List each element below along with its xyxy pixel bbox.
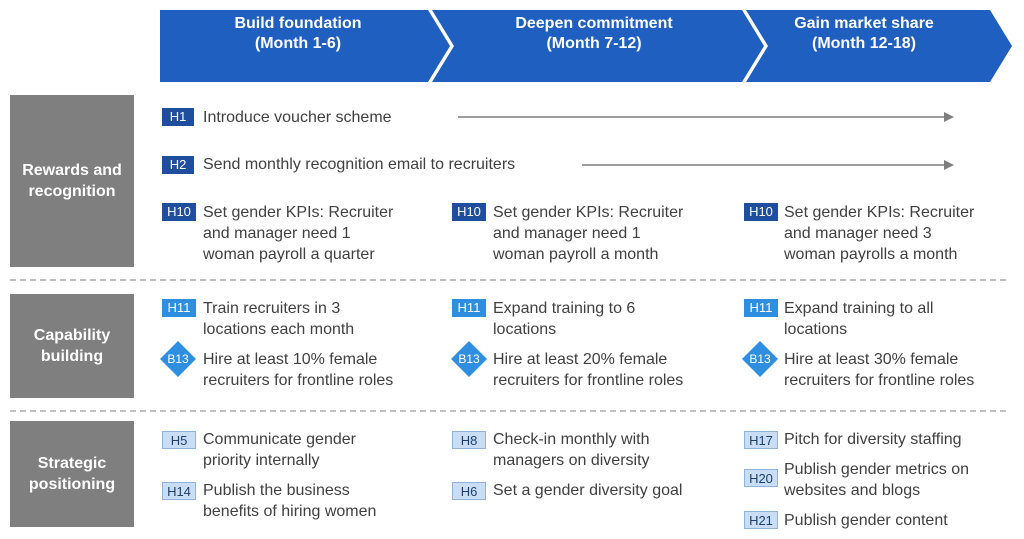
diamond-code: B13 [167,352,189,366]
diamond-code: B13 [458,352,480,366]
code-badge-h10: H10 [452,203,486,221]
diamond-badge-b13 [160,341,196,377]
code-badge-h20: H20 [744,469,778,487]
code-badge-h5: H5 [162,431,196,449]
item-h2-text: Send monthly recognition email to recruiters [203,156,516,173]
code-badge-h11: H11 [162,299,196,317]
timeline-arrow-h1 [456,110,956,124]
item-h20-text: Publish gender metrics on websites and blogs [784,461,969,499]
item-h11-text: Expand training to all locations [784,300,934,338]
code-badge-h14: H14 [162,482,196,500]
code-badge-h10: H10 [744,203,778,221]
category-label: Rewards and recognition [22,162,122,200]
code-badge-h1: H1 [162,108,194,126]
item-h21-text: Publish gender content [784,512,948,529]
phase-label-2: Deepen commitment (Month 7-12) [515,15,673,52]
item-b13-text: Hire at least 10% female recruiters for frontline roles [203,351,394,389]
item-b13-text: Hire at least 30% female recruiters for frontline roles [784,351,975,389]
category-strategic-positioning [10,421,134,527]
diamond-code: B13 [749,352,771,366]
item-h5-text: Communicate gender priority internally [203,431,356,469]
code-badge-h6: H6 [452,482,486,500]
item-h1-text: Introduce voucher scheme [203,109,392,126]
section-divider [10,279,1006,281]
item-h10-text: Set gender KPIs: Recruiter and manager need 3 woman payrolls a month [784,204,975,263]
code-badge-h2: H2 [162,156,194,174]
diamond-badge-b13 [742,341,778,377]
item-b13-text: Hire at least 20% female recruiters for frontline roles [493,351,684,389]
timeline-arrow-h2 [580,158,956,172]
category-label: Strategic positioning [28,455,116,493]
phase-label-3: Gain market share (Month 12-18) [794,15,934,52]
section-divider [10,410,1006,412]
item-h10-text: Set gender KPIs: Recruiter and manager need 1 woman payroll a quarter [203,204,394,263]
item-h11-text: Expand training to 6 locations [493,300,636,338]
diamond-badge-b13 [451,341,487,377]
code-badge-h11: H11 [744,299,778,317]
category-capability-building [10,294,134,398]
code-badge-h8: H8 [452,431,486,449]
item-h11-text: Train recruiters in 3 locations each month [203,300,355,338]
code-badge-h17: H17 [744,431,778,449]
code-badge-h10: H10 [162,203,196,221]
code-badge-h21: H21 [744,511,778,529]
item-h14-text: Publish the business benefits of hiring women [203,482,377,520]
category-rewards-recognition [10,95,134,267]
item-h8-text: Check-in monthly with managers on diversity [493,431,650,469]
item-h10-text: Set gender KPIs: Recruiter and manager need 1 woman payroll a month [493,204,684,263]
category-label: Capability building [33,327,111,365]
code-badge-h11: H11 [452,299,486,317]
item-h17-text: Pitch for diversity staffing [784,431,962,448]
phase-label-1: Build foundation (Month 1-6) [234,15,362,52]
item-h6-text: Set a gender diversity goal [493,482,683,499]
